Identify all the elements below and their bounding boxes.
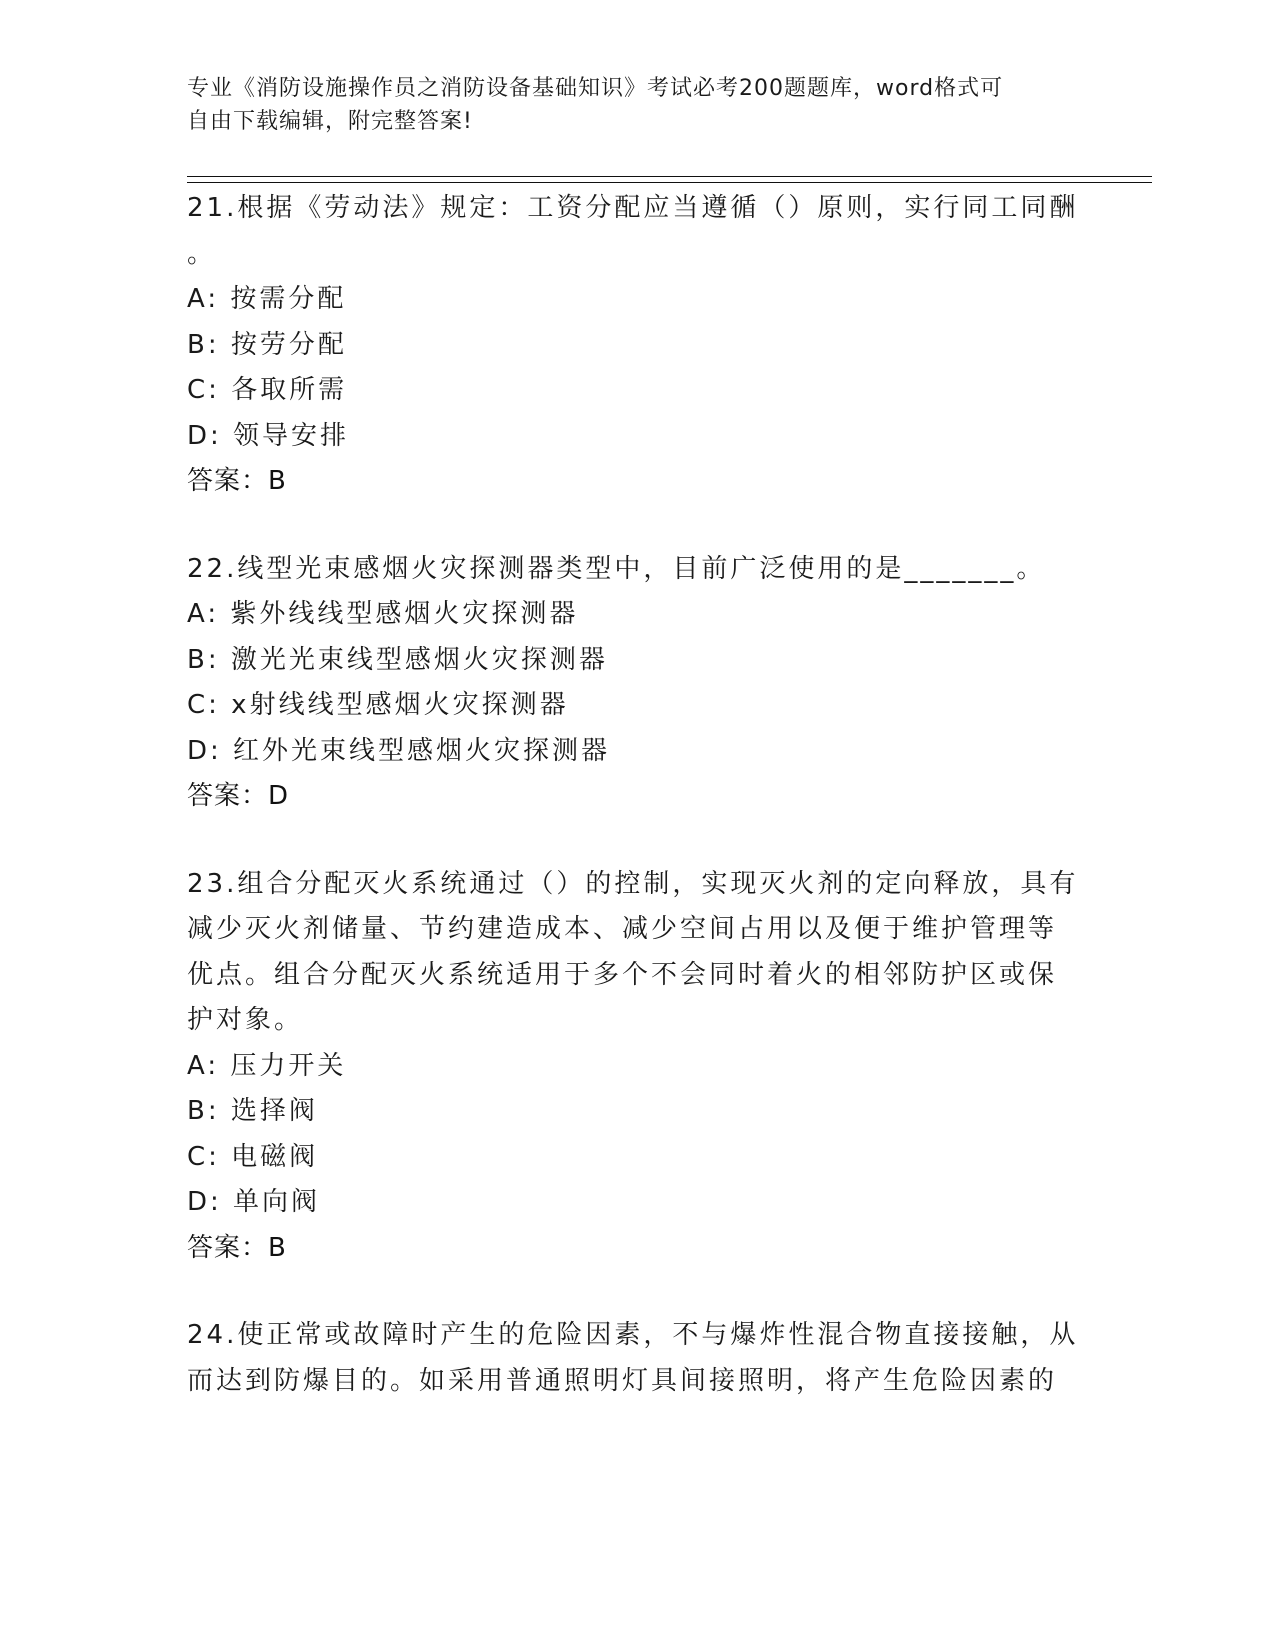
option-b: B: 按劳分配 (187, 329, 347, 360)
option-c: C: 电磁阀 (187, 1141, 319, 1172)
stem-line: 。 (187, 238, 217, 269)
stem-line: 优点。组合分配灭火系统适用于多个不会同时着火的相邻防护区或保 (187, 959, 1058, 990)
question-stem (187, 1313, 1087, 1404)
option-a: A: 紫外线线型感烟火灾探测器 (187, 599, 579, 629)
question-23 (187, 862, 1087, 1272)
header-line: 自由下载编辑，附完整答案! (187, 109, 473, 134)
stem-line: 22.线型光束感烟火灾探测器类型中，目前广泛使用的是_______。 (187, 553, 1046, 584)
stem-line: 减少灭火剂储量、节约建造成本、减少空间占用以及便于维护管理等 (187, 914, 1058, 944)
option-a: A: 压力开关 (187, 1050, 347, 1081)
answer-label: 答案：B (187, 466, 287, 496)
answer-label: 答案：D (187, 781, 290, 811)
document-header (187, 72, 1067, 138)
answer-label: 答案：B (187, 1232, 287, 1263)
stem-line: 21.根据《劳动法》规定：工资分配应当遵循（）原则，实行同工同酬 (187, 193, 1079, 223)
question-stem (187, 547, 1087, 593)
question-24 (187, 1313, 1087, 1404)
option-c: C: 各取所需 (187, 375, 348, 405)
option-c: C: x射线线型感烟火灾探测器 (187, 690, 569, 720)
header-divider-bottom (187, 182, 1152, 183)
question-stem (187, 186, 1087, 277)
option-a: A: 按需分配 (187, 284, 347, 314)
option-b: B: 激光光束线型感烟火灾探测器 (187, 644, 608, 675)
stem-line: 护对象。 (187, 1005, 304, 1035)
question-stem (187, 862, 1087, 1044)
question-21 (187, 186, 1087, 505)
option-d: D: 红外光束线型感烟火灾探测器 (187, 735, 611, 766)
question-list (187, 186, 1087, 1446)
header-line: 专业《消防设施操作员之消防设备基础知识》考试必考200题题库，word格式可 (187, 76, 1004, 101)
option-b: B: 选择阀 (187, 1096, 318, 1126)
question-22 (187, 547, 1087, 820)
option-d: D: 领导安排 (187, 420, 350, 451)
header-divider-top (187, 176, 1152, 177)
stem-line: 23.组合分配灭火系统通过（）的控制，实现灭火剂的定向释放，具有 (187, 868, 1079, 899)
stem-line: 而达到防爆目的。如采用普通照明灯具间接照明，将产生危险因素的 (187, 1365, 1058, 1396)
stem-line: 24.使正常或故障时产生的危险因素，不与爆炸性混合物直接接触，从 (187, 1320, 1079, 1350)
option-d: D: 单向阀 (187, 1187, 321, 1217)
